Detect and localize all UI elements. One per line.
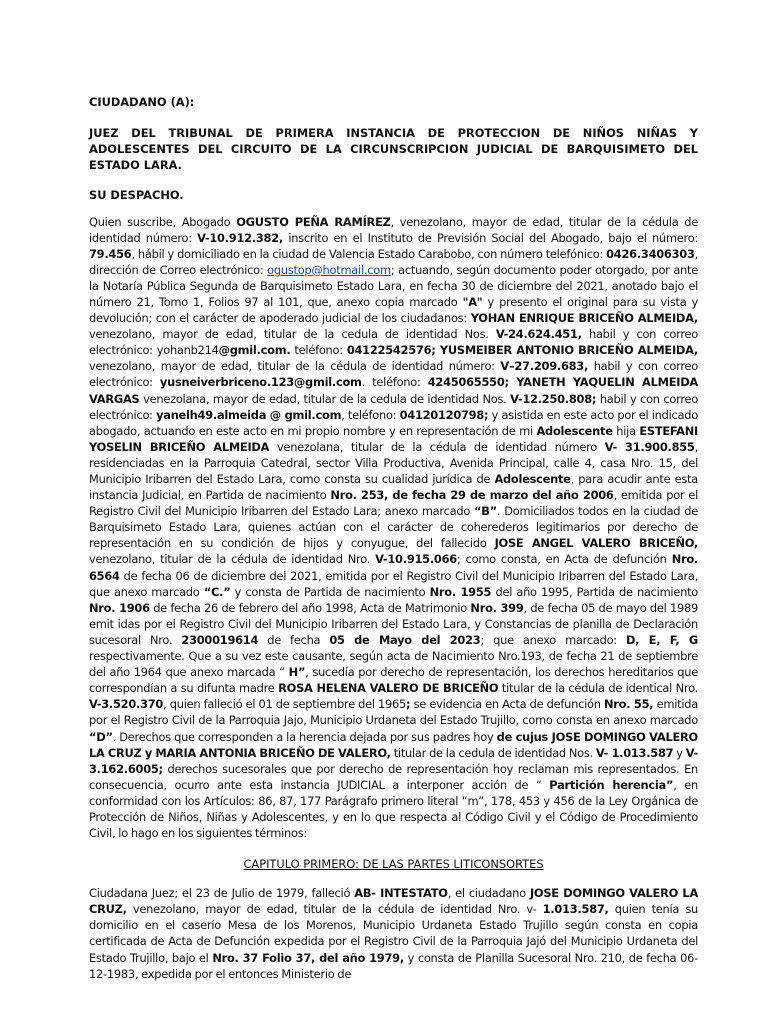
section-title: CAPITULO PRIMERO: DE LAS PARTES LITICONSORTES bbox=[243, 857, 544, 872]
text-run: , hábil y domiciliado en la ciudad de Valencia Estado Carabobo, con número telefónico: bbox=[131, 246, 607, 261]
text-run: emitida por el Registro Civil de la Parroquia Jajo, Municipio Urdaneta del Estado Trujillo, como consta en anexo marcado bbox=[89, 697, 698, 728]
bold-run: ; bbox=[406, 697, 411, 712]
text-run: y consta de Partida de nacimiento bbox=[230, 584, 430, 599]
text-run: y asistida en este acto por el indicado abogado, actuando en este acto en mi propio nombre y en representación de mi bbox=[89, 407, 698, 438]
text-run: , dirección de Correo electrónico: bbox=[89, 246, 698, 277]
recipient-line: CIUDADANO (A): bbox=[89, 95, 195, 109]
bold-run: 04120120798; bbox=[399, 407, 489, 422]
text-run: respectivamente. Que a su vez este causante, según acta de Nacimiento Nro.193, de fecha 21 de septiembre del año 1964 que anexo marcada “ bbox=[89, 649, 698, 680]
text-run: de fecha bbox=[258, 632, 330, 647]
bold-run: V- 3.162.6005; bbox=[89, 745, 698, 776]
bold-run: 04122542576; YUSMEIBER ANTONIO BRICEÑO ALMEIDA, bbox=[346, 343, 698, 358]
bold-run: Nro. 399 bbox=[470, 600, 524, 615]
bold-run: V-3.520.370 bbox=[89, 697, 164, 712]
text-run: venezolana, titular de la cédula de identidad número bbox=[269, 439, 605, 454]
bold-run: V-12.250.808; bbox=[510, 391, 597, 406]
text-run: venezolano, mayor de edad, titular de la cédula de identidad número: bbox=[89, 359, 501, 374]
text-run: del año 1995, Partida de nacimiento bbox=[491, 584, 699, 599]
text-run: se evidencia en Acta de defunción bbox=[410, 697, 605, 712]
bold-run: V-10.915.066 bbox=[375, 552, 457, 567]
email-link[interactable]: ogustop@hotmail.com bbox=[267, 262, 391, 277]
court-heading: JUEZ DEL TRIBUNAL DE PRIMERA INSTANCIA DE PROTECCION DE NIÑOS NIÑAS Y ADOLESCENTES DEL CIRCUITO DE LA CIRCUNSCRIPCION JUDICIAL DE BARQUISIMETO DEL ESTADO LARA. bbox=[89, 125, 698, 172]
text-run: y consta de Planilla Sucesoral Nro. 210, de fecha 06-12-1983, expedida por el entonces Ministerio de bbox=[89, 950, 698, 981]
bold-run: Nro. 55, bbox=[604, 697, 654, 712]
bold-run: H” bbox=[288, 665, 306, 680]
text-run: derechos sucesorales que por derecho de representación hoy reclaman mis representados. En consecuencia, ocurro ante esta instancia JUDICIAL a interponer acción de “ bbox=[89, 761, 698, 792]
text-run: ; como consta, en Acta de defunción bbox=[456, 552, 672, 567]
salutation: SU DESPACHO. bbox=[89, 188, 184, 202]
text-run: inscrito en el Instituto de Previsión Social del Abogado, bajo el número: bbox=[283, 230, 698, 245]
bold-run: JOSE DOMINGO VALERO LA CRUZ, bbox=[89, 886, 699, 917]
text-run: de fecha 26 de febrero del año 1998, Acta de Matrimonio bbox=[149, 600, 471, 615]
text-run: quien tenía su domicilio en el caserío Mesa de los Morenos, Municipio Urdaneta Estado Trujillo según consta en copia certificada de Acta de Defunción expedida por el Registro Civil de la Parroquia Jajó del Municipio Urdaneta del Estado Trujillo, bajo el bbox=[89, 902, 698, 965]
text-run: venezolana, mayor de edad, titular de la cedula de identidad Nos. bbox=[139, 391, 511, 406]
text-run: , para acudir ante esta instancia Judicial, en Partida de nacimiento bbox=[89, 472, 698, 503]
bold-run: Partición herencia” bbox=[549, 777, 674, 792]
bold-run: ESTEFANI YOSELIN BRICEÑO ALMEIDA bbox=[89, 423, 698, 454]
bold-run: V–27.209.683, bbox=[500, 359, 589, 374]
bold-run: V-10.912.382, bbox=[197, 230, 283, 245]
bold-run: de cujus JOSE DOMINGO VALERO LA CRUZ y MARIA ANTONIA BRICEÑO DE VALERO, bbox=[89, 729, 698, 760]
text-run: , emitida por el Registro Civil del Municipio Iribarren del Estado Lara; anexo marcado bbox=[89, 488, 698, 519]
bold-run: Nro. 37 Folio 37, del año 1979, bbox=[212, 950, 404, 965]
text-run: venezolano, mayor de edad, titular de la cedula de identidad Nos. bbox=[89, 327, 496, 342]
bold-run: V-24.624.451, bbox=[495, 327, 582, 342]
text-run: y presento el original para su vista y devolución; con el carácter de apoderado judicial de los ciudadanos: bbox=[89, 294, 698, 326]
bold-run: YOHAN ENRIQUE BRICEÑO ALMEIDA, bbox=[470, 311, 698, 326]
bold-run: Nro. 253, de fecha 29 de marzo del año 2006 bbox=[330, 488, 614, 503]
bold-run: 79.456 bbox=[89, 246, 132, 261]
bold-run: yanelh49.almeida @ gmil.com bbox=[156, 407, 342, 422]
bold-run: Adolescente bbox=[494, 472, 571, 486]
paragraph-chapter-one bbox=[89, 885, 698, 982]
text-run: , de fecha 05 de mayo del 1989 emit idas por el Registro Civil del Municipio Iribarren del Estado Lara, y Constancias de planilla de Declaración sucesoral Nro. bbox=[89, 600, 698, 647]
text-run: titular de la cedula de identidad Nos. bbox=[390, 745, 596, 760]
text-run: de fecha 06 de diciembre del 2021, emitida por el Registro Civil del Municipio Iribarren del Estado Lara, que anexo marcado bbox=[89, 568, 698, 599]
bold-run: yusneiverbriceno.123@gmil.com bbox=[159, 375, 362, 390]
text-run: hija bbox=[612, 423, 640, 438]
bold-run: V- 31.900.855 bbox=[604, 439, 695, 454]
text-run: , venezolano, mayor de edad, titular de la cédula de identidad número: bbox=[89, 214, 698, 245]
text-run: . Domiciliados todos en la ciudad de Barquisimeto Estado Lara, quienes actúan con el carácter de coherederos legitimarios por derecho de representación en su condición de hijos y conyugue, del fallecido bbox=[89, 504, 698, 551]
bold-run: OGUSTO PEÑA RAMÍREZ bbox=[236, 214, 391, 229]
bold-run: Nro. 6564 bbox=[89, 552, 698, 583]
text-run: ; actuando, según documento poder otorgado, por ante la Notaría Pública Segunda de Barquisimeto Estado Lara, en fecha 30 de diciembre del 2021, anotado bajo el número 21, Tomo 1, Folios 97 al 101, que, anexo copia marcado bbox=[89, 262, 698, 309]
bold-run: 05 de Mayo del 2023 bbox=[329, 632, 481, 647]
text-run: teléfono: bbox=[290, 343, 347, 358]
text-run: , quien falleció el 01 de septiembre del 1965 bbox=[163, 697, 407, 712]
text-run: . teléfono: bbox=[361, 375, 428, 390]
text-run: . Derechos que corresponden a la herencia dejada por sus padres hoy bbox=[112, 729, 497, 744]
bold-run: "A" bbox=[462, 294, 483, 309]
bold-run: Adolescente bbox=[536, 423, 613, 438]
bold-run: 4245065550; YANETH YAQUELIN ALMEIDA VARGAS bbox=[89, 375, 698, 406]
bold-run: JOSE ANGEL VALERO BRICEÑO, bbox=[494, 536, 698, 551]
bold-run: “B” bbox=[474, 504, 497, 519]
text-run: habil y con correo electrónico: bbox=[89, 391, 698, 422]
text-run: Quien suscribe, Abogado bbox=[89, 214, 237, 229]
text-run: Ciudadana Juez; el 23 de Julio de 1979, falleció bbox=[89, 886, 355, 901]
bold-run: 0426.3406303 bbox=[606, 246, 695, 261]
bold-run: 1.013.587, bbox=[542, 902, 609, 917]
text-run: habil y con correo electrónico: bbox=[89, 359, 698, 390]
text-run: habil y con correo electrónico: yohanb214 bbox=[89, 327, 699, 358]
bold-run: V- 1.013.587 bbox=[595, 745, 674, 760]
text-run: , sucedía por derecho de representación, los derechos hereditarios que correspondían a su difunta madre bbox=[89, 665, 698, 696]
bold-run: Nro. 1955 bbox=[429, 584, 492, 599]
text-run: ; que anexo marcado: bbox=[480, 632, 626, 647]
text-run: , residenciadas en la Parroquia Catedral, sector Villa Productiva, Avenida Principal, calle 4, casa Nro. 15, del Municipio Iribarren del Estado Lara, como consta su cualidad jurídica de bbox=[89, 439, 698, 486]
text-run: venezolano, mayor de edad, titular de la cédula de identidad Nro. v- bbox=[126, 902, 543, 917]
bold-run: 2300019614 bbox=[181, 632, 259, 647]
text-run: y bbox=[673, 745, 686, 760]
bold-run: D, E, F, G bbox=[625, 632, 698, 647]
bold-run: Nro. 1906 bbox=[89, 600, 150, 615]
text-run: venezolano, titular de la cédula de identidad Nro. bbox=[89, 552, 376, 567]
bold-run: “C.” bbox=[203, 584, 231, 599]
bold-run: @gmil.com. bbox=[218, 343, 291, 358]
text-run: , el ciudadano bbox=[447, 886, 530, 901]
bold-run: AB- INTESTATO bbox=[354, 886, 448, 901]
bold-run: “D” bbox=[89, 729, 113, 744]
text-run: , teléfono: bbox=[341, 407, 400, 422]
paragraph-petition bbox=[89, 214, 698, 842]
bold-run: ROSA HELENA VALERO DE BRICEÑO bbox=[278, 681, 499, 696]
text-run: , en conformidad con los Artículos: 86, 87, 177 Parágrafo primero literal “m”, 178, 453 y 456 de la Ley Orgánica de Protección de Niños, Niñas y Adolescentes, y en lo que respecta al Código Civil y el Código de Procedimiento Civil, lo hago en los siguientes términos: bbox=[89, 777, 698, 841]
text-run: titular de la cédula de identical Nro. bbox=[498, 681, 698, 696]
